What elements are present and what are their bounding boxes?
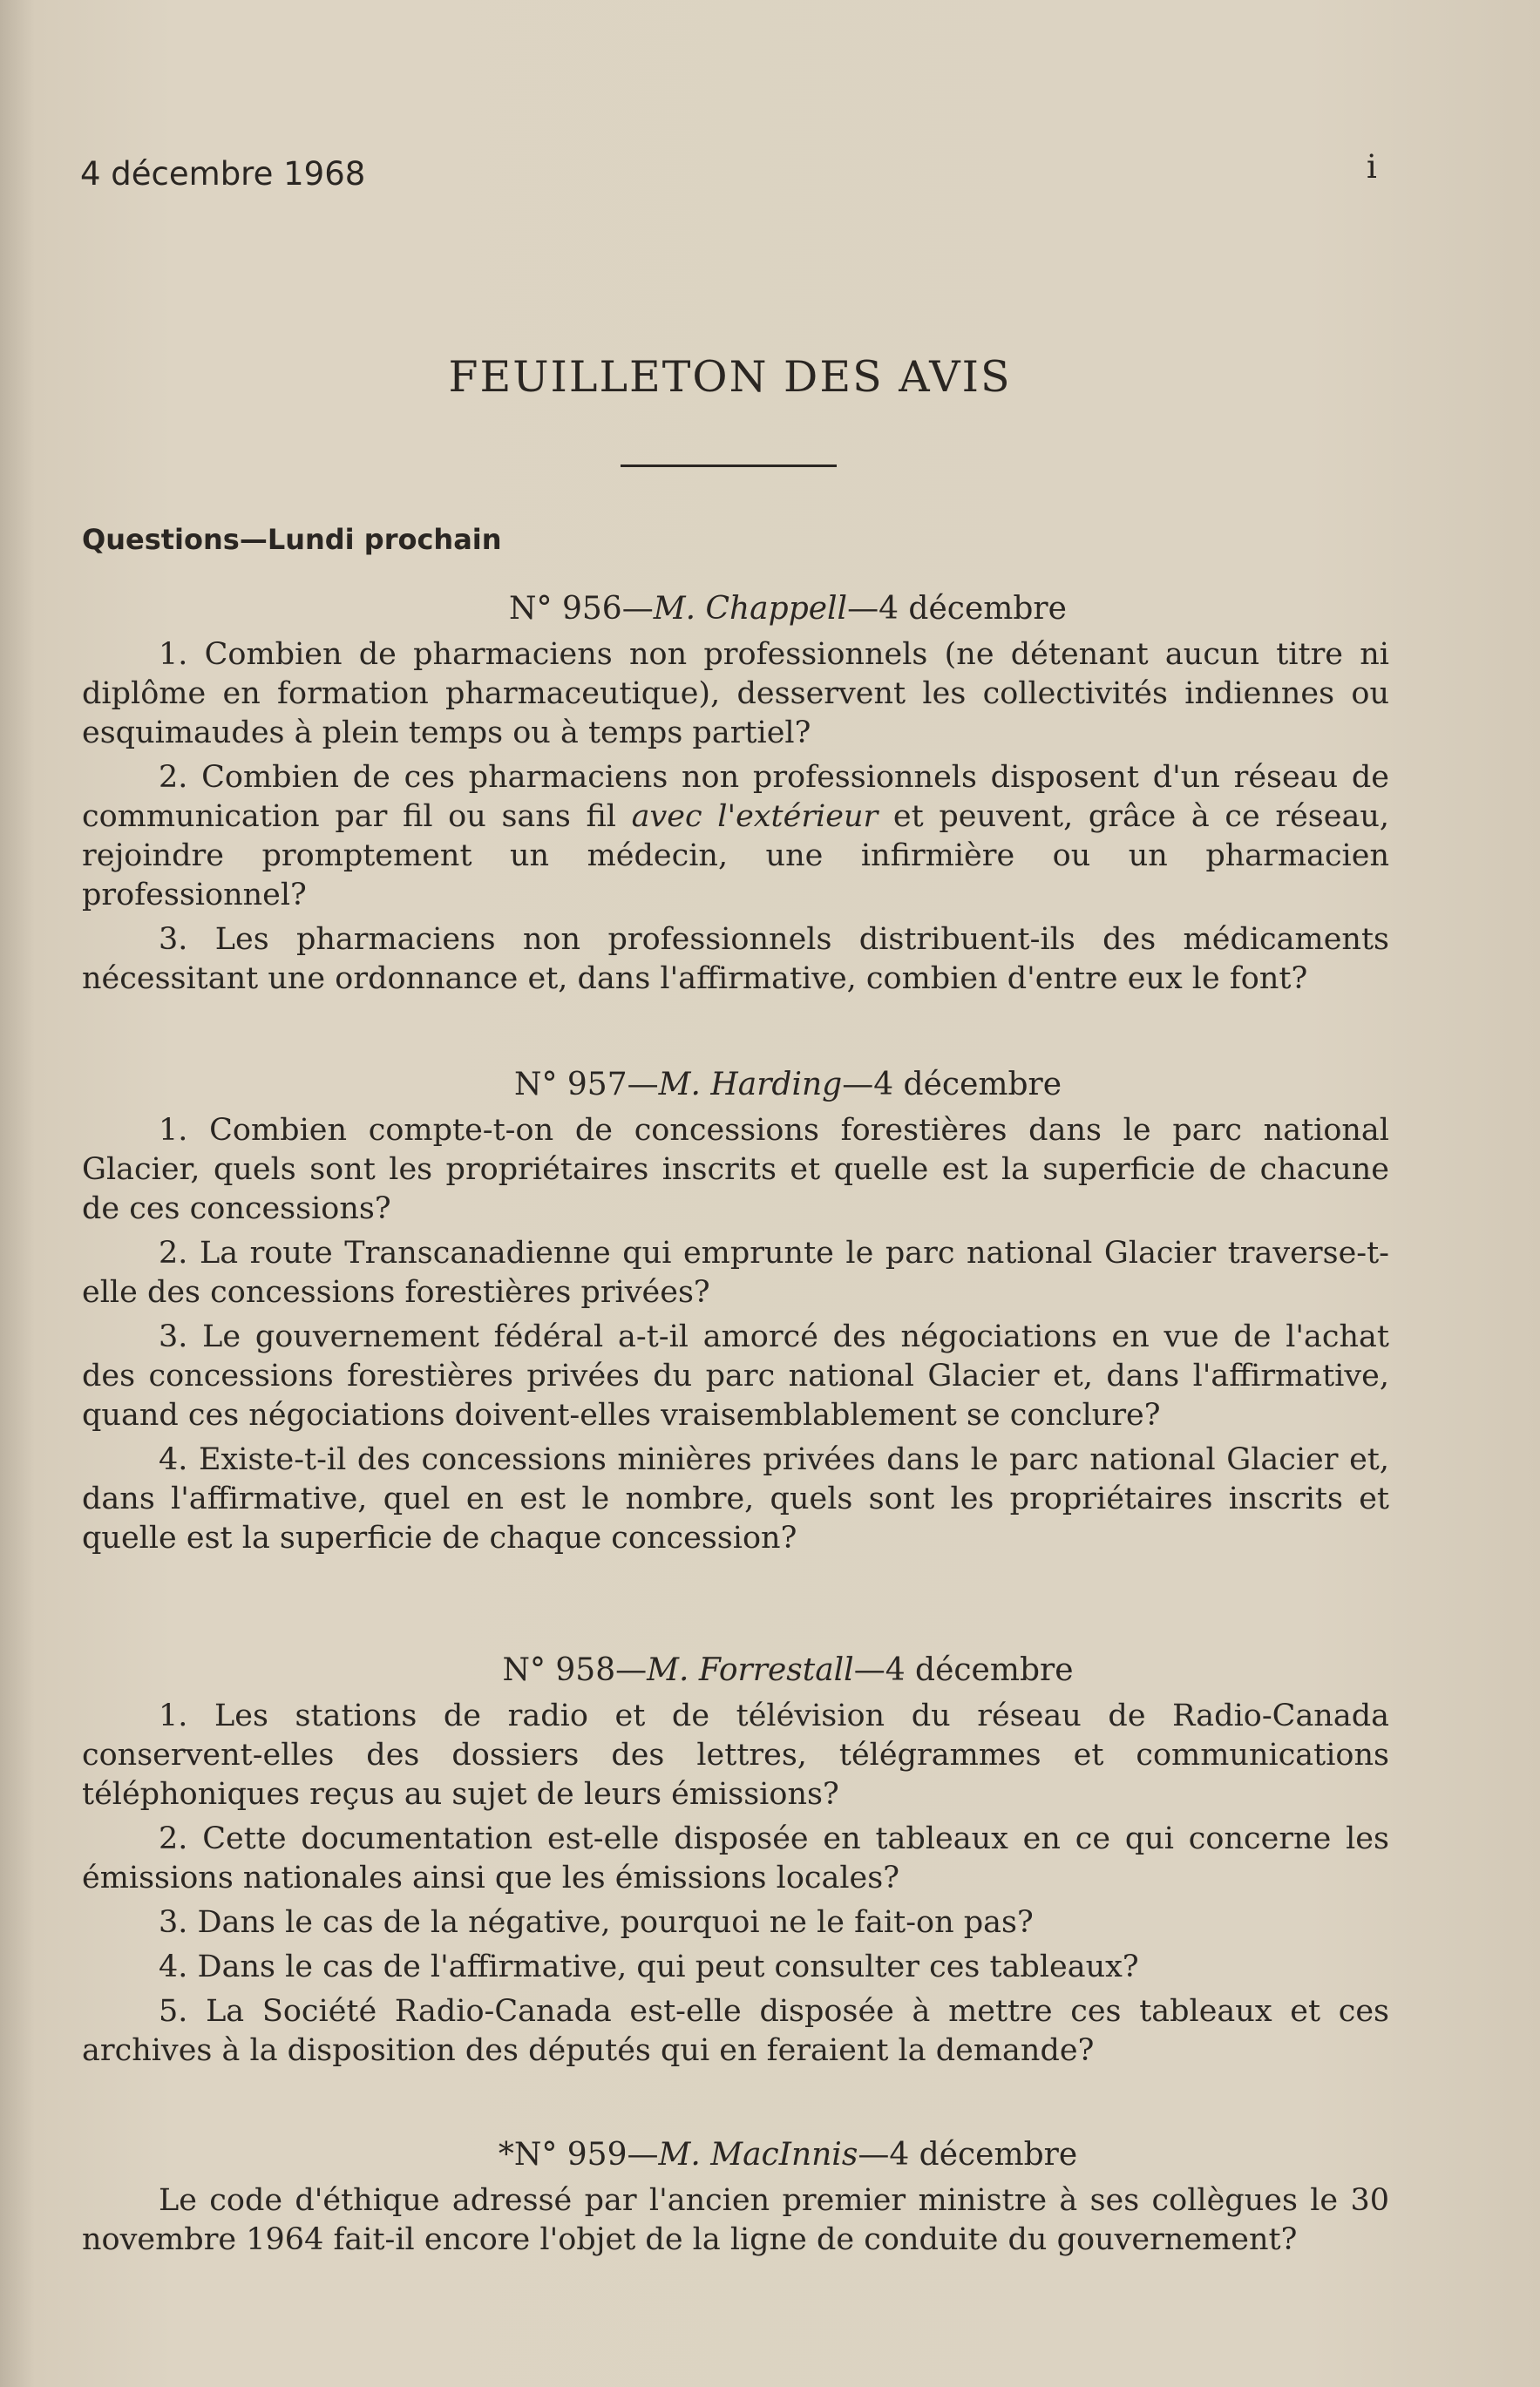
question-body — [82, 635, 1389, 999]
question-number: N° 956— — [509, 591, 654, 627]
question-paragraph: 4. Existe-t-il des concessions minières privées dans le parc national Glacier et, dans l'affirmative, quel en est le nombre, quels sont les propriétaires inscrits et quelle est la superficie de chaque concession? — [82, 1442, 1389, 1556]
question-heading — [82, 591, 1389, 627]
question-paragraph: Le code d'éthique adressé par l'ancien premier ministre à ses collègues le 30 novembre 1964 fait-il encore l'objet de la ligne de conduite du gouvernement? — [82, 2183, 1389, 2257]
section-label: Questions—Lundi prochain — [82, 523, 502, 556]
question-number: *N° 959— — [498, 2137, 659, 2173]
question-date: —4 décembre — [842, 1067, 1062, 1102]
question-body — [82, 1697, 1389, 2071]
question-956 — [82, 591, 1389, 1004]
question-number: N° 957— — [513, 1067, 659, 1102]
question-paragraph: 2. La route Transcanadienne qui emprunte le parc national Glacier traverse-t-elle des concessions forestières privées? — [82, 1236, 1389, 1310]
question-body — [82, 2181, 1389, 2260]
question-body — [82, 1111, 1389, 1558]
question-paragraph: 1. Combien de pharmaciens non professionnels (ne détenant aucun titre ni diplôme en formation pharmaceutique), desservent les collectivités indiennes ou esquimaudes à plein temps ou à temps partiel? — [82, 637, 1389, 750]
question-date: —4 décembre — [847, 591, 1067, 627]
question-member: M. Chappell — [653, 591, 848, 627]
header-date: 4 décembre 1968 — [80, 155, 366, 193]
question-958 — [82, 1652, 1389, 2076]
question-paragraph: 2. Combien de ces pharmaciens non professionnels disposent d'un réseau de communication par fil ou sans fil avec l'extérieur et peuvent, grâce à ce réseau, rejoindre promptement un médecin, une infirmière ou un pharmacien professionnel? — [82, 760, 1389, 912]
question-957 — [82, 1067, 1389, 1563]
question-member: M. Harding — [658, 1067, 843, 1102]
question-959 — [82, 2137, 1389, 2265]
question-paragraph: 3. Le gouvernement fédéral a-t-il amorcé des négociations en vue de l'achat des concessions forestières privées du parc national Glacier et, dans l'affirmative, quand ces négociations doivent-elles vraisemblablement se conclure? — [82, 1319, 1389, 1433]
question-paragraph: 1. Les stations de radio et de télévision du réseau de Radio-Canada conservent-elles des dossiers des lettres, télégrammes et communications téléphoniques reçus au sujet de leurs émissions? — [82, 1699, 1389, 1812]
page-number: i — [1367, 148, 1377, 186]
question-heading — [82, 1652, 1389, 1688]
question-paragraph: 2. Cette documentation est-elle disposée en tableaux en ce qui concerne les émissions nationales ainsi que les émissions locales? — [82, 1821, 1389, 1895]
question-paragraph: 4. Dans le cas de l'affirmative, qui peut consulter ces tableaux? — [159, 1950, 1139, 1984]
question-heading — [82, 1067, 1389, 1102]
question-member: M. Forrestall — [647, 1652, 854, 1688]
title-rule — [621, 465, 837, 467]
question-member: M. MacInnis — [658, 2137, 858, 2173]
question-date: —4 décembre — [858, 2137, 1078, 2173]
question-paragraph: 5. La Société Radio-Canada est-elle disposée à mettre ces tableaux et ces archives à la disposition des députés qui en feraient la demande? — [82, 1994, 1389, 2068]
question-paragraph: 3. Dans le cas de la négative, pourquoi ne le fait-on pas? — [159, 1905, 1034, 1940]
question-paragraph: 3. Les pharmaciens non professionnels distribuent-ils des médicaments nécessitant une ordonnance et, dans l'affirmative, combien d'entre eux le font? — [82, 922, 1389, 996]
question-heading — [82, 2137, 1389, 2173]
question-date: —4 décembre — [853, 1652, 1074, 1688]
question-number: N° 958— — [502, 1652, 648, 1688]
question-paragraph: 1. Combien compte-t-on de concessions forestières dans le parc national Glacier, quels sont les propriétaires inscrits et quelle est la superficie de chacune de ces concessions? — [82, 1113, 1389, 1226]
page-title: FEUILLETON DES AVIS — [448, 352, 1012, 402]
